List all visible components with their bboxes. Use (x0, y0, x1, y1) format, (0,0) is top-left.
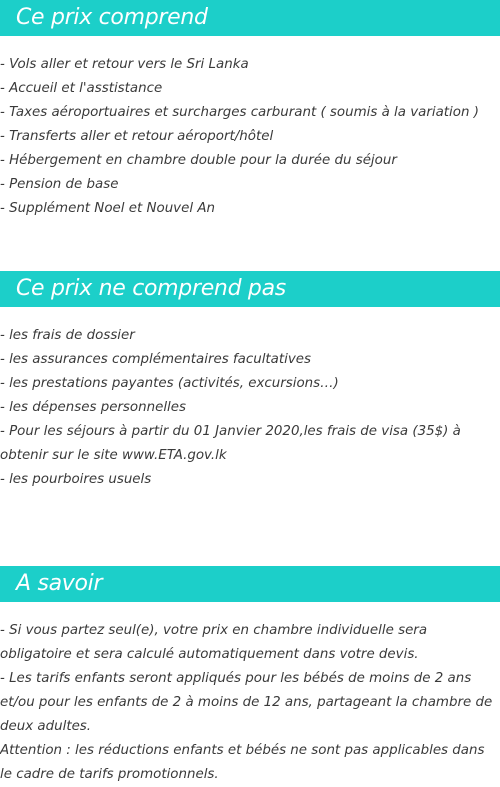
list-item: - les frais de dossier (0, 328, 135, 343)
section-price-excludes (0, 271, 500, 492)
section-title-price-excludes: Ce prix ne comprend pas (0, 271, 500, 307)
list-item: - Pour les séjours à partir du 01 Janvier 2020,les frais de visa (35$) à obtenir sur le site www.ETA.gov.lk (0, 424, 461, 463)
list-item: - les assurances complémentaires facultatives (0, 352, 311, 367)
list-item: - Supplément Noel et Nouvel An (0, 201, 215, 216)
list-item: - Hébergement en chambre double pour la durée du séjour (0, 153, 397, 168)
list-item: - Pension de base (0, 177, 119, 192)
list-item: - Si vous partez seul(e), votre prix en chambre individuelle sera obligatoire et sera calculé automatiquement dans votre devis. (0, 623, 428, 662)
good-to-know-list (0, 619, 500, 787)
list-item: - Transferts aller et retour aéroport/hôtel (0, 129, 274, 144)
list-item: - les dépenses personnelles (0, 400, 186, 415)
list-item: - les prestations payantes (activités, excursions…) (0, 376, 339, 391)
section-title-price-includes: Ce prix comprend (0, 0, 500, 36)
list-item: - les pourboires usuels (0, 472, 152, 487)
list-item: - Accueil et l'asstistance (0, 81, 163, 96)
section-price-includes (0, 0, 500, 221)
price-excludes-list (0, 324, 500, 492)
list-item: - Vols aller et retour vers le Sri Lanka (0, 57, 249, 72)
price-includes-list (0, 53, 500, 221)
section-good-to-know (0, 566, 500, 787)
list-item: Attention : les réductions enfants et bébés ne sont pas applicables dans le cadre de tarifs promotionnels. (0, 743, 485, 782)
list-item: - Taxes aéroportuaires et surcharges carburant ( soumis à la variation ) (0, 105, 479, 120)
section-title-good-to-know: A savoir (0, 566, 500, 602)
list-item: - Les tarifs enfants seront appliqués pour les bébés de moins de 2 ans et/ou pour les enfants de 2 à moins de 12 ans, partageant la chambre de deux adultes. (0, 671, 493, 734)
